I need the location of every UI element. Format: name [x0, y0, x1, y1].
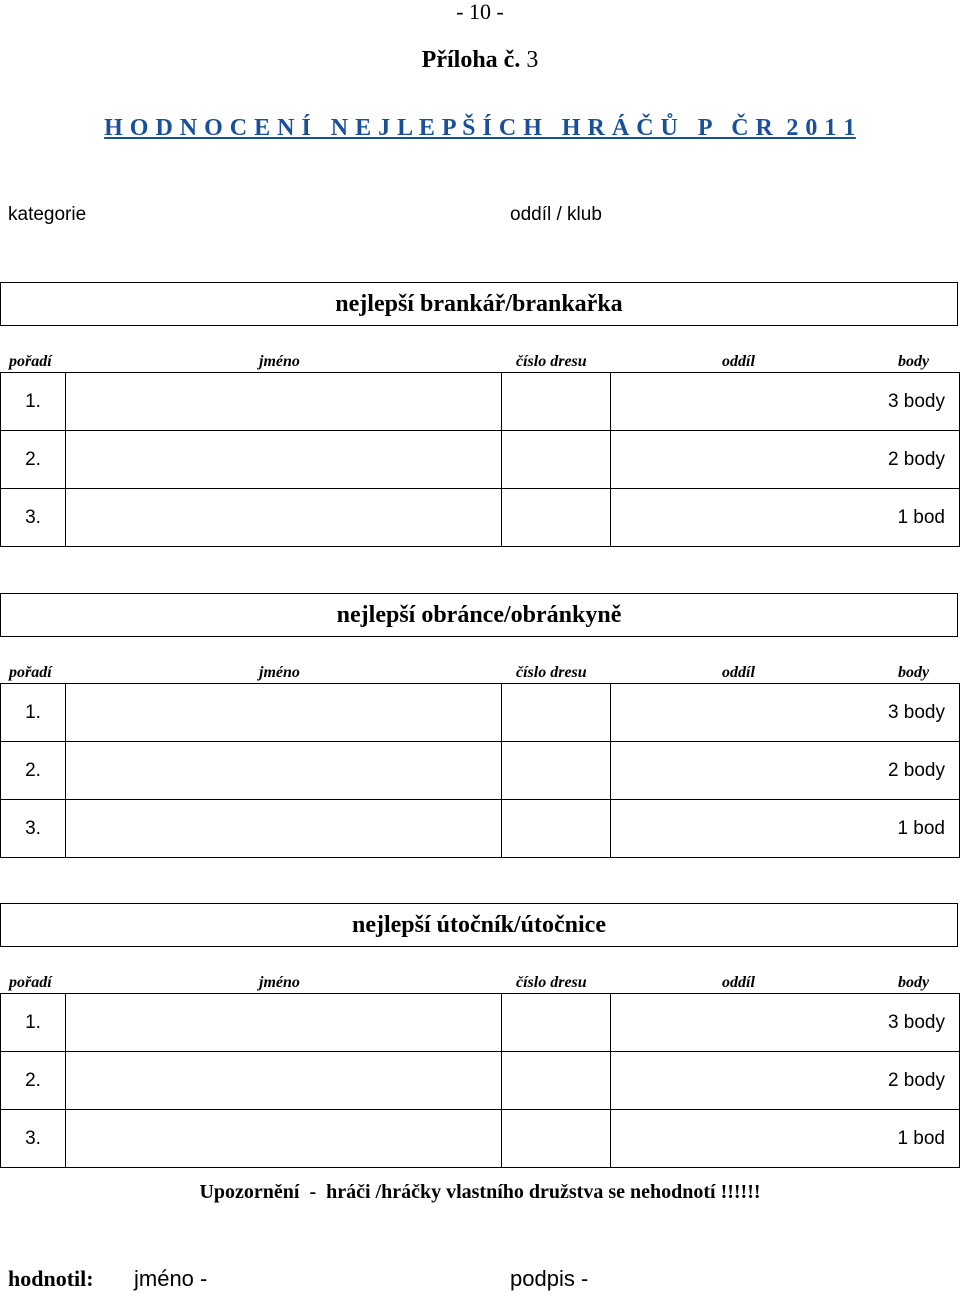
jersey-field[interactable] [502, 1052, 611, 1110]
column-header-rank: pořadí [9, 974, 52, 991]
name-field[interactable] [66, 800, 502, 858]
column-header-name: jméno [259, 974, 300, 991]
section-title-forward: nejlepší útočník/útočnice [0, 903, 958, 947]
column-header-rank: pořadí [9, 353, 52, 370]
jersey-field[interactable] [502, 431, 611, 489]
column-header-points: body [898, 353, 930, 370]
page-number: - 10 - [456, 0, 504, 24]
rank-cell: 3. [1, 800, 66, 858]
evaluator-signature-field[interactable]: podpis - [510, 1266, 589, 1291]
section-title-defender: nejlepší obránce/obránkyně [0, 593, 958, 637]
jersey-field[interactable] [502, 489, 611, 547]
jersey-field[interactable] [502, 994, 611, 1052]
name-field[interactable] [66, 994, 502, 1052]
rank-cell: 1. [1, 994, 66, 1052]
name-field[interactable] [66, 373, 502, 431]
name-field[interactable] [66, 1110, 502, 1168]
points-cell: 1 bod [611, 1110, 960, 1168]
jersey-field[interactable] [502, 742, 611, 800]
ranking-table-defender [0, 683, 960, 858]
warning-note: Upozornění - hráči /hráčky vlastního družstva se nehodnotí !!!!!! [199, 1181, 761, 1203]
column-header-row [0, 974, 960, 992]
name-field[interactable] [66, 1052, 502, 1110]
rank-cell: 2. [1, 431, 66, 489]
points-cell: 1 bod [611, 489, 960, 547]
points-cell: 3 body [611, 373, 960, 431]
evaluated-by-label: hodnotil: [8, 1266, 94, 1291]
rank-cell: 3. [1, 1110, 66, 1168]
rank-cell: 1. [1, 373, 66, 431]
category-label: kategorie [8, 204, 87, 225]
column-header-row [0, 664, 960, 682]
column-header-points: body [898, 974, 930, 991]
document-title [0, 114, 960, 142]
table-row [1, 489, 960, 547]
rank-cell: 2. [1, 1052, 66, 1110]
rank-cell: 3. [1, 489, 66, 547]
rank-cell: 2. [1, 742, 66, 800]
table-row [1, 1110, 960, 1168]
points-cell: 3 body [611, 994, 960, 1052]
column-header-jersey: číslo dresu [516, 353, 587, 370]
table-row [1, 431, 960, 489]
ranking-table-goalkeeper [0, 372, 960, 547]
column-header-jersey: číslo dresu [516, 664, 587, 681]
column-header-team: oddíl [722, 664, 755, 681]
section-title-goalkeeper: nejlepší brankář/brankařka [0, 282, 958, 326]
points-cell: 3 body [611, 684, 960, 742]
table-row [1, 800, 960, 858]
jersey-field[interactable] [502, 800, 611, 858]
annex-label: Příloha č. [421, 47, 521, 73]
annex-heading [0, 46, 960, 74]
document-title-text: H O D N O C E N Í N E J L E P Š Í C H H R Á Č Ů P Č R 2 0 1 1 [104, 115, 856, 141]
jersey-field[interactable] [502, 1110, 611, 1168]
points-cell: 2 body [611, 431, 960, 489]
table-row [1, 994, 960, 1052]
table-row [1, 742, 960, 800]
evaluator-name-field[interactable]: jméno - [134, 1266, 208, 1291]
jersey-field[interactable] [502, 684, 611, 742]
club-label: oddíl / klub [510, 204, 602, 225]
table-row [1, 1052, 960, 1110]
points-cell: 2 body [611, 742, 960, 800]
column-header-name: jméno [259, 353, 300, 370]
column-header-team: oddíl [722, 974, 755, 991]
name-field[interactable] [66, 489, 502, 547]
signature-footer [8, 1266, 589, 1292]
points-cell: 2 body [611, 1052, 960, 1110]
name-field[interactable] [66, 431, 502, 489]
name-field[interactable] [66, 684, 502, 742]
ranking-table-forward [0, 993, 960, 1168]
rank-cell: 1. [1, 684, 66, 742]
column-header-team: oddíl [722, 353, 755, 370]
jersey-field[interactable] [502, 373, 611, 431]
column-header-points: body [898, 664, 930, 681]
table-row [1, 373, 960, 431]
name-field[interactable] [66, 742, 502, 800]
column-header-rank: pořadí [9, 664, 52, 681]
table-row [1, 684, 960, 742]
column-header-row [0, 353, 960, 371]
annex-number: 3 [526, 47, 539, 73]
points-cell: 1 bod [611, 800, 960, 858]
column-header-jersey: číslo dresu [516, 974, 587, 991]
column-header-name: jméno [259, 664, 300, 681]
